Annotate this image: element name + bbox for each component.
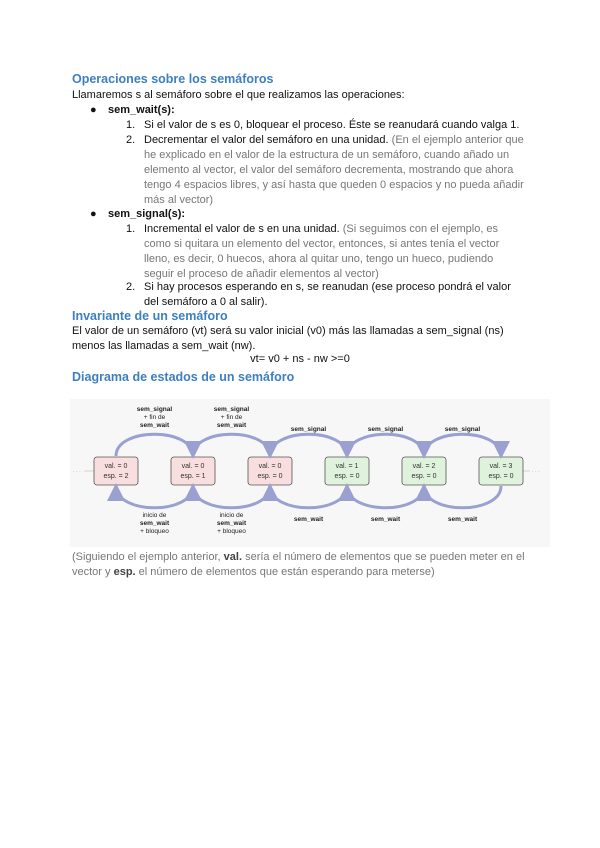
item-number: 1. bbox=[126, 119, 136, 131]
state-box bbox=[479, 457, 523, 485]
item-number: 2. bbox=[126, 134, 136, 146]
diagram-heading: Diagrama de estados de un semáforo bbox=[72, 370, 295, 384]
state-box bbox=[171, 457, 215, 485]
top-transition-label: sem_wait bbox=[216, 422, 247, 429]
top-transition-label: + fin de bbox=[220, 414, 243, 421]
signal-item-2 bbox=[126, 280, 526, 310]
caption-bold-esp: esp. bbox=[113, 566, 136, 578]
state-box bbox=[325, 457, 369, 485]
wait-bullet bbox=[90, 103, 175, 118]
invariant-formula: vt= v0 + ns - nw >=0 bbox=[250, 353, 350, 365]
bottom-transition-label: sem_wait bbox=[370, 516, 401, 523]
bottom-transition-label: sem_wait bbox=[139, 520, 170, 527]
state-diagram-svg bbox=[70, 399, 550, 547]
state-val-label: val. = 2 bbox=[412, 463, 436, 470]
state-node bbox=[94, 457, 138, 485]
state-esp-label: esp. = 0 bbox=[488, 473, 514, 480]
state-val-label: val. = 0 bbox=[258, 463, 282, 470]
right-ellipsis: · · · bbox=[532, 469, 540, 475]
ops-heading: Operaciones sobre los semáforos bbox=[72, 72, 274, 86]
top-transition-label: + fin de bbox=[143, 414, 166, 421]
state-node bbox=[325, 457, 369, 485]
item-text: Si hay procesos esperando en s, se reanudan (ese proceso pondrá el valor del semáforo a 0 al salir). bbox=[144, 281, 511, 308]
state-node bbox=[402, 457, 446, 485]
wait-arrow bbox=[270, 486, 347, 508]
state-box bbox=[248, 457, 292, 485]
item-text: Si el valor de s es 0, bloquear el proceso. Éste se reanudará cuando valga 1. bbox=[144, 119, 520, 131]
signal-item-1 bbox=[126, 222, 526, 282]
bottom-transition-label: sem_wait bbox=[216, 520, 247, 527]
bottom-transition-label: sem_wait bbox=[293, 516, 324, 523]
signal-arrow bbox=[270, 434, 347, 456]
item-note: (Si seguimos con el ejemplo, es como si quitara un elemento del vector, entonces, si antes tenía el vector lleno, es decir, 0 huecos, ahora al quitar uno, tengo un hueco, pudiendo seguir el proceso de añadir elementos al vector) bbox=[144, 223, 500, 280]
caption-text: el número de elementos que están esperando para meterse) bbox=[135, 566, 435, 578]
state-node bbox=[479, 457, 523, 485]
item-text: Decrementar el valor del semáforo en una unidad. bbox=[144, 134, 389, 146]
wait-label: sem_wait(s): bbox=[108, 104, 175, 116]
bottom-transition-label: + bloqueo bbox=[140, 528, 169, 535]
wait-item-1 bbox=[126, 118, 526, 133]
caption-bold-val: val. bbox=[223, 551, 243, 563]
wait-item-2 bbox=[126, 133, 526, 208]
state-esp-label: esp. = 0 bbox=[411, 473, 437, 480]
state-node bbox=[248, 457, 292, 485]
item-note: (En el ejemplo anterior que he explicado en el valor de la estructura de un semáforo, cuando añado un elemento al vector, el valor del semáforo decrementa, mostrando que ahora tengo 4 espacios libres, y así hasta que queden 0 espacios y no pueda añadir más al vector) bbox=[144, 134, 524, 206]
top-transition-label: sem_signal bbox=[136, 406, 173, 413]
bottom-transition-label: + bloqueo bbox=[217, 528, 246, 535]
state-esp-label: esp. = 0 bbox=[334, 473, 360, 480]
top-transition-label: sem_signal bbox=[367, 426, 404, 433]
top-transition-label: sem_signal bbox=[444, 426, 481, 433]
bullet-dot: ● bbox=[90, 208, 97, 220]
state-diagram bbox=[70, 399, 550, 547]
state-val-label: val. = 0 bbox=[104, 463, 128, 470]
caption-text: (Siguiendo el ejemplo anterior, bbox=[72, 551, 224, 563]
caption-text: sería el número de elementos que se pueden meter en el vector y bbox=[72, 551, 525, 578]
signal-arrow bbox=[116, 434, 193, 456]
state-esp-label: esp. = 1 bbox=[180, 473, 206, 480]
wait-arrow bbox=[347, 486, 424, 508]
signal-arrow bbox=[424, 434, 501, 456]
state-esp-label: esp. = 0 bbox=[257, 473, 283, 480]
diagram-caption bbox=[72, 550, 532, 580]
bottom-transition-label: inicio de bbox=[142, 512, 167, 519]
state-node bbox=[171, 457, 215, 485]
item-text: Incremental el valor de s en una unidad. bbox=[144, 223, 340, 235]
state-esp-label: esp. = 2 bbox=[103, 473, 129, 480]
state-box bbox=[94, 457, 138, 485]
wait-arrow bbox=[193, 486, 270, 508]
signal-arrow bbox=[347, 434, 424, 456]
top-transition-label: sem_wait bbox=[139, 422, 170, 429]
invariant-text: El valor de un semáforo (vt) será su valor inicial (v0) más las llamadas a sem_signal (ns) menos las llamadas a sem_wait (nw). bbox=[72, 325, 504, 352]
top-transition-label: sem_signal bbox=[213, 406, 250, 413]
signal-bullet bbox=[90, 207, 185, 222]
bottom-transition-label: sem_wait bbox=[447, 516, 478, 523]
state-val-label: val. = 3 bbox=[489, 463, 513, 470]
item-number: 1. bbox=[126, 223, 136, 235]
state-val-label: val. = 1 bbox=[335, 463, 359, 470]
top-transition-label: sem_signal bbox=[290, 426, 327, 433]
state-val-label: val. = 0 bbox=[181, 463, 205, 470]
wait-arrow bbox=[424, 486, 501, 508]
signal-label: sem_signal(s): bbox=[108, 208, 186, 220]
state-box bbox=[402, 457, 446, 485]
bullet-dot: ● bbox=[90, 104, 97, 116]
signal-arrow bbox=[193, 434, 270, 456]
wait-arrow bbox=[116, 486, 193, 508]
left-ellipsis: · · · bbox=[73, 469, 81, 475]
invariant-heading: Invariante de un semáforo bbox=[72, 309, 228, 323]
item-number: 2. bbox=[126, 281, 136, 293]
intro-text: Llamaremos s al semáforo sobre el que realizamos las operaciones: bbox=[72, 89, 405, 101]
bottom-transition-label: inicio de bbox=[219, 512, 244, 519]
